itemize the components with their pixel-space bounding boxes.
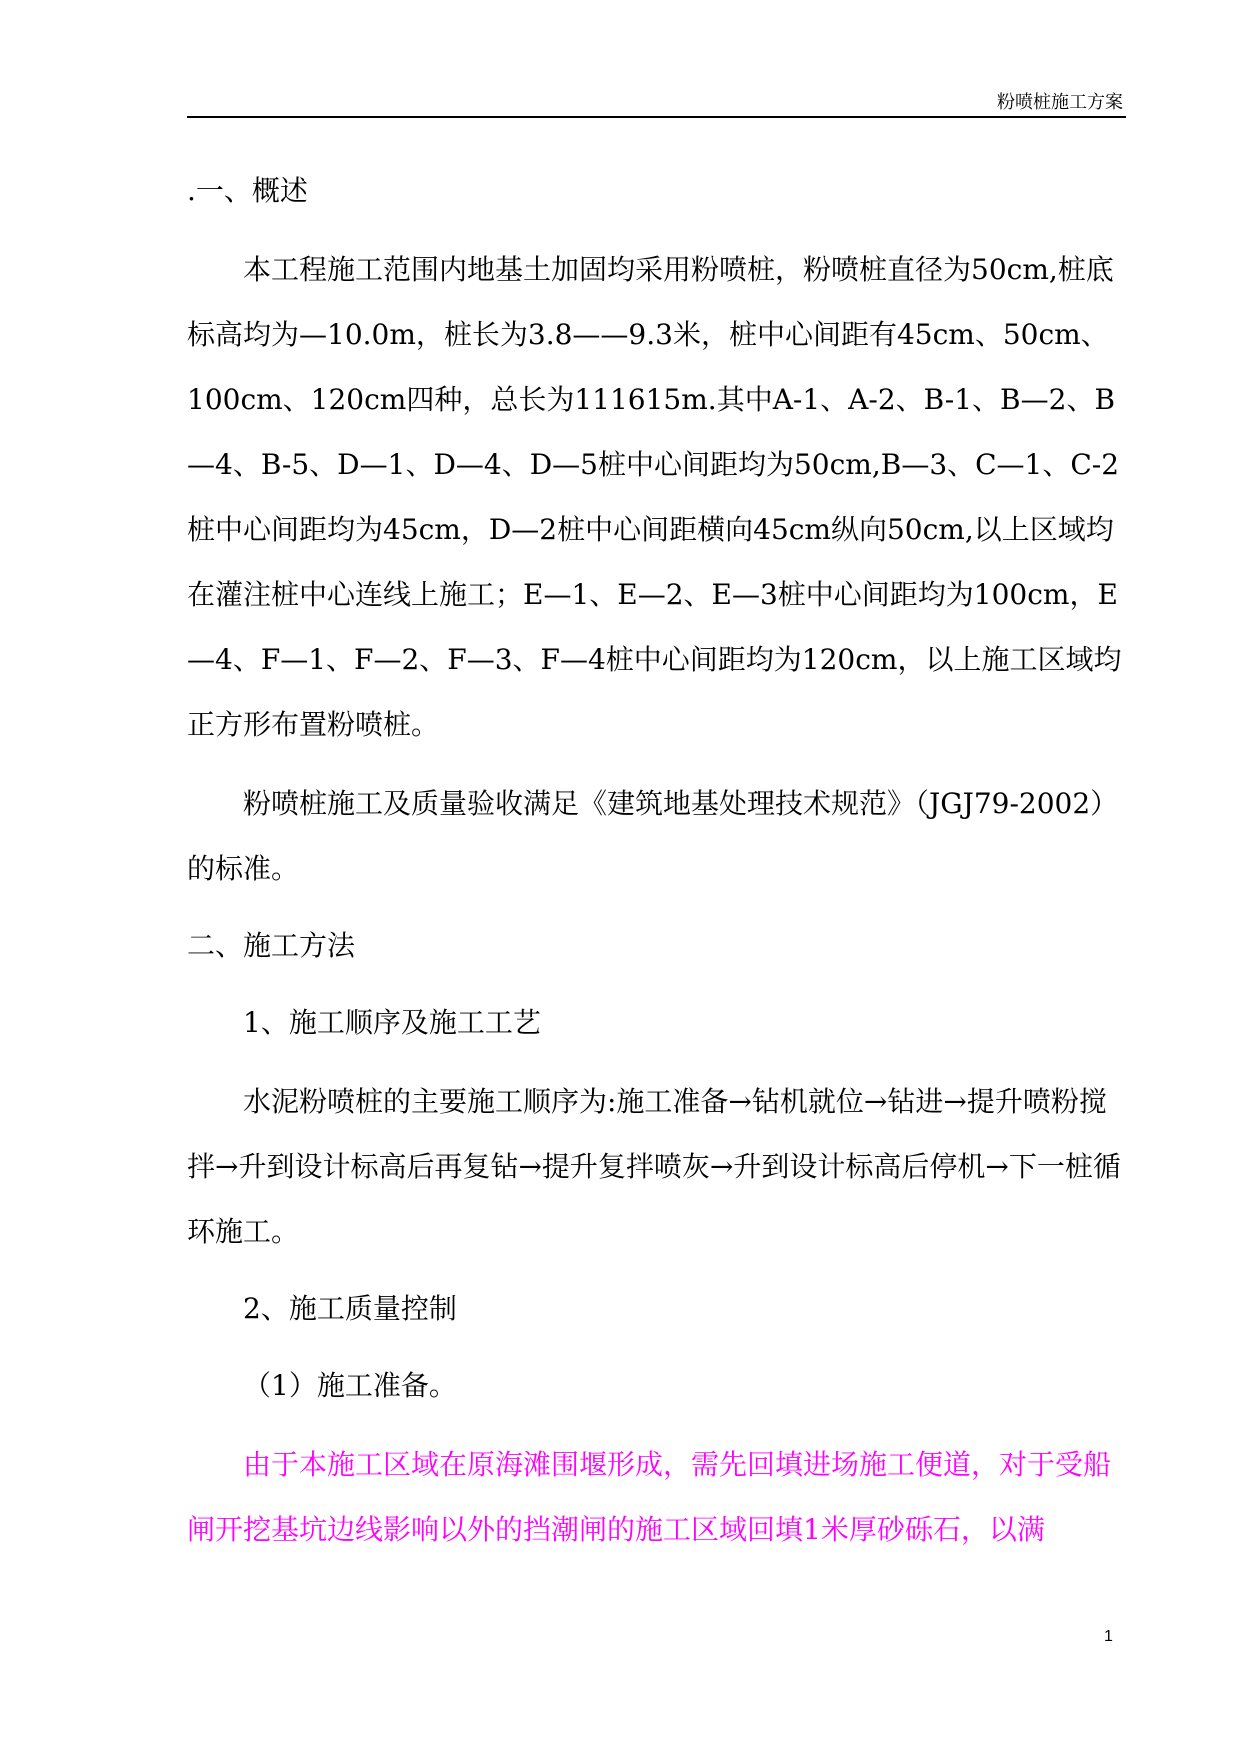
subheading-quality: 2、施工质量控制 <box>243 1292 457 1325</box>
header-rule <box>187 116 1126 118</box>
document-body <box>187 158 1123 1562</box>
overview-paragraph: 本工程施工范围内地基土加固均采用粉喷桩，粉喷桩直径为50cm,桩底标高均为—10.0m，桩长为3.8——9.3米，桩中心间距有45cm、50cm、100cm、120cm四种，总长为111615m.其中A-1、A-2、B-1、B—2、B—4、B-5、D—1、D—4、D—5桩中心间距均为50cm,B—3、C—1、C-2桩中心间距均为45cm，D—2桩中心间距横向45cm纵向50cm,以上区域均在灌注桩中心连线上施工；E—1、E—2、E—3桩中心间距均为100cm，E—4、F—1、F—2、F—3、F—4桩中心间距均为120cm，以上施工区域均正方形布置粉喷桩。 <box>187 253 1122 741</box>
standard-paragraph: 粉喷桩施工及质量验收满足《建筑地基处理技术规范》（JGJ79-2002）的标准。 <box>187 787 1119 885</box>
page-number: 1 <box>1104 1628 1113 1645</box>
section-heading-overview: .一、概述 <box>187 174 308 207</box>
subheading-sequence: 1、施工顺序及施工工艺 <box>243 1006 541 1039</box>
running-header: 粉喷桩施工方案 <box>997 92 1123 113</box>
sequence-paragraph: 水泥粉喷桩的主要施工顺序为:施工准备→钻机就位→钻进→提升喷粉搅拌→升到设计标高后再复钻→提升复拌喷灰→升到设计标高后停机→下一桩循环施工。 <box>187 1085 1121 1248</box>
item-heading-preparation: （1）施工准备。 <box>243 1369 457 1402</box>
preparation-paragraph: 由于本施工区域在原海滩围堰形成，需先回填进场施工便道，对于受船闸开挖基坑边线影响以外的挡潮闸的施工区域回填1米厚砂砾石，以满 <box>187 1448 1112 1546</box>
section-heading-method: 二、施工方法 <box>187 929 356 962</box>
